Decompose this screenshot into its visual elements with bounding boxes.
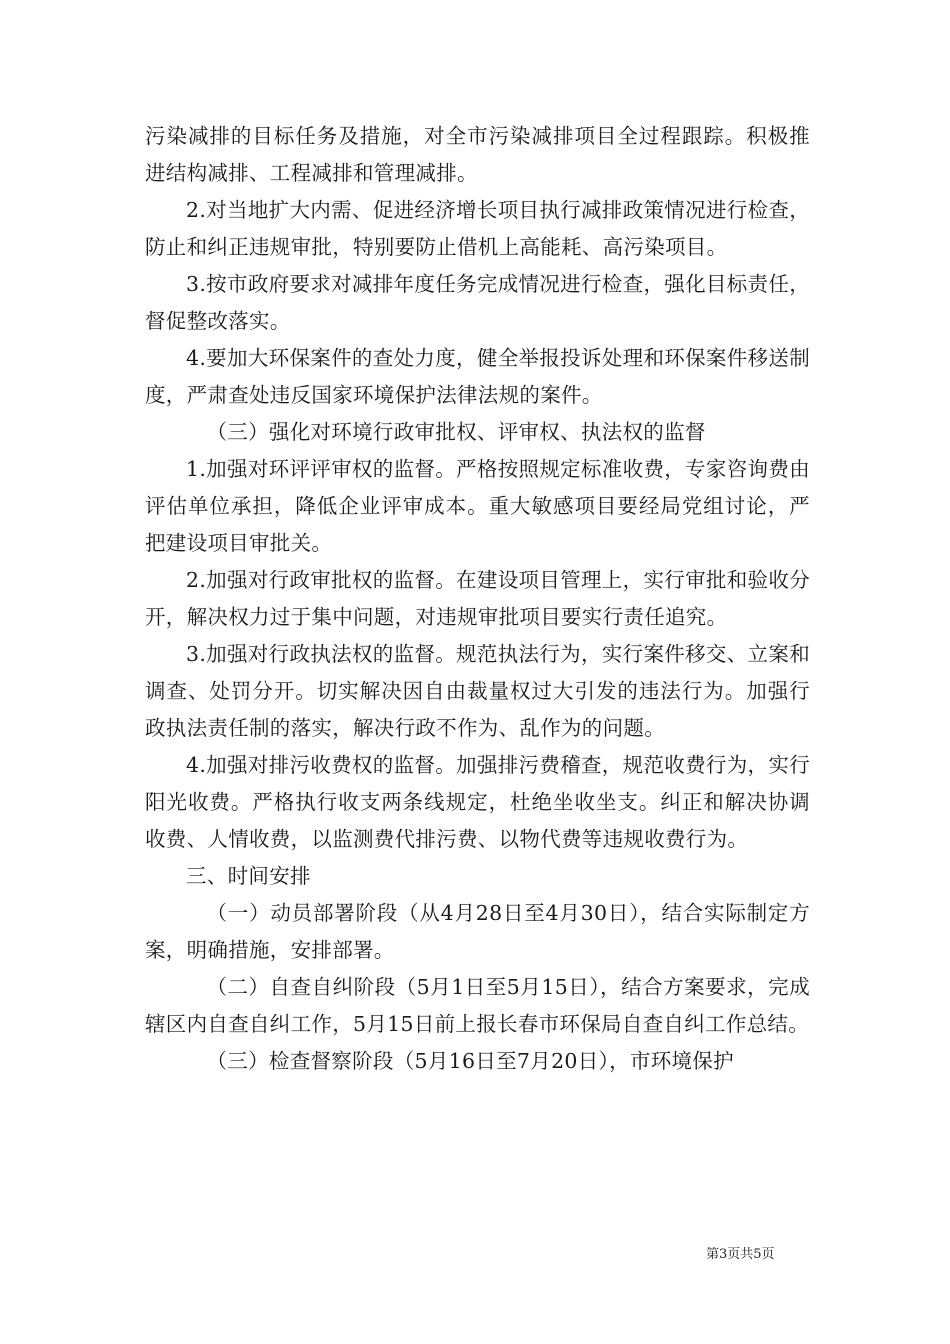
section-heading-3: （三）强化对环境行政审批权、评审权、执法权的监督 <box>206 420 706 444</box>
paragraph-continued: 污染减排的目标任务及措施，对全市污染减排项目全过程跟踪。积极推进结构减排、工程减排和管理减排。 <box>145 124 810 185</box>
paragraph-phase-mobilization: （一）动员部署阶段（从4月28日至4月30日），结合实际制定方案，明确措施，安排部署。 <box>145 901 810 962</box>
paragraph-admin-approval: 2.加强对行政审批权的监督。在建设项目管理上，实行审批和验收分开，解决权力过于集中问题，对违规审批项目要实行责任追究。 <box>145 568 810 629</box>
paragraph-law-enforcement: 3.加强对行政执法权的监督。规范执法行为，实行案件移交、立案和调查、处罚分开。切实解决因自由裁量权过大引发的违法行为。加强行政执法责任制的落实，解决行政不作为、乱作为的问题。 <box>145 642 810 740</box>
paragraph-pollution-fees: 4.加强对排污收费权的监督。加强排污费稽查，规范收费行为，实行阳光收费。严格执行收支两条线规定，杜绝坐收坐支。纠正和解决协调收费、人情收费，以监测费代排污费、以物代费等违规收费行为。 <box>145 753 810 851</box>
paragraph-phase-inspection: （三）检查督察阶段（5月16日至7月20日），市环境保护 <box>206 1049 734 1073</box>
paragraph-item-2: 2.对当地扩大内需、促进经济增长项目执行减排政策情况进行检查，防止和纠正违规审批，特别要防止借机上高能耗、高污染项目。 <box>145 198 810 259</box>
paragraph-item-3: 3.按市政府要求对减排年度任务完成情况进行检查，强化目标责任，督促整改落实。 <box>145 272 810 333</box>
section-heading-schedule: 三、时间安排 <box>186 864 311 888</box>
document-body <box>145 118 810 1080</box>
paragraph-phase-self-check: （二）自查自纠阶段（5月1日至5月15日），结合方案要求，完成辖区内自查自纠工作，5月15日前上报长春市环保局自查自纠工作总结。 <box>145 975 810 1036</box>
page-number: 第3页共5页 <box>706 1247 775 1262</box>
paragraph-eia-review: 1.加强对环评评审权的监督。严格按照规定标准收费，专家咨询费由评估单位承担，降低企业评审成本。重大敏感项目要经局党组讨论，严把建设项目审批关。 <box>145 457 810 555</box>
paragraph-item-4: 4.要加大环保案件的查处力度，健全举报投诉处理和环保案件移送制度，严肃查处违反国家环境保护法律法规的案件。 <box>145 346 810 407</box>
